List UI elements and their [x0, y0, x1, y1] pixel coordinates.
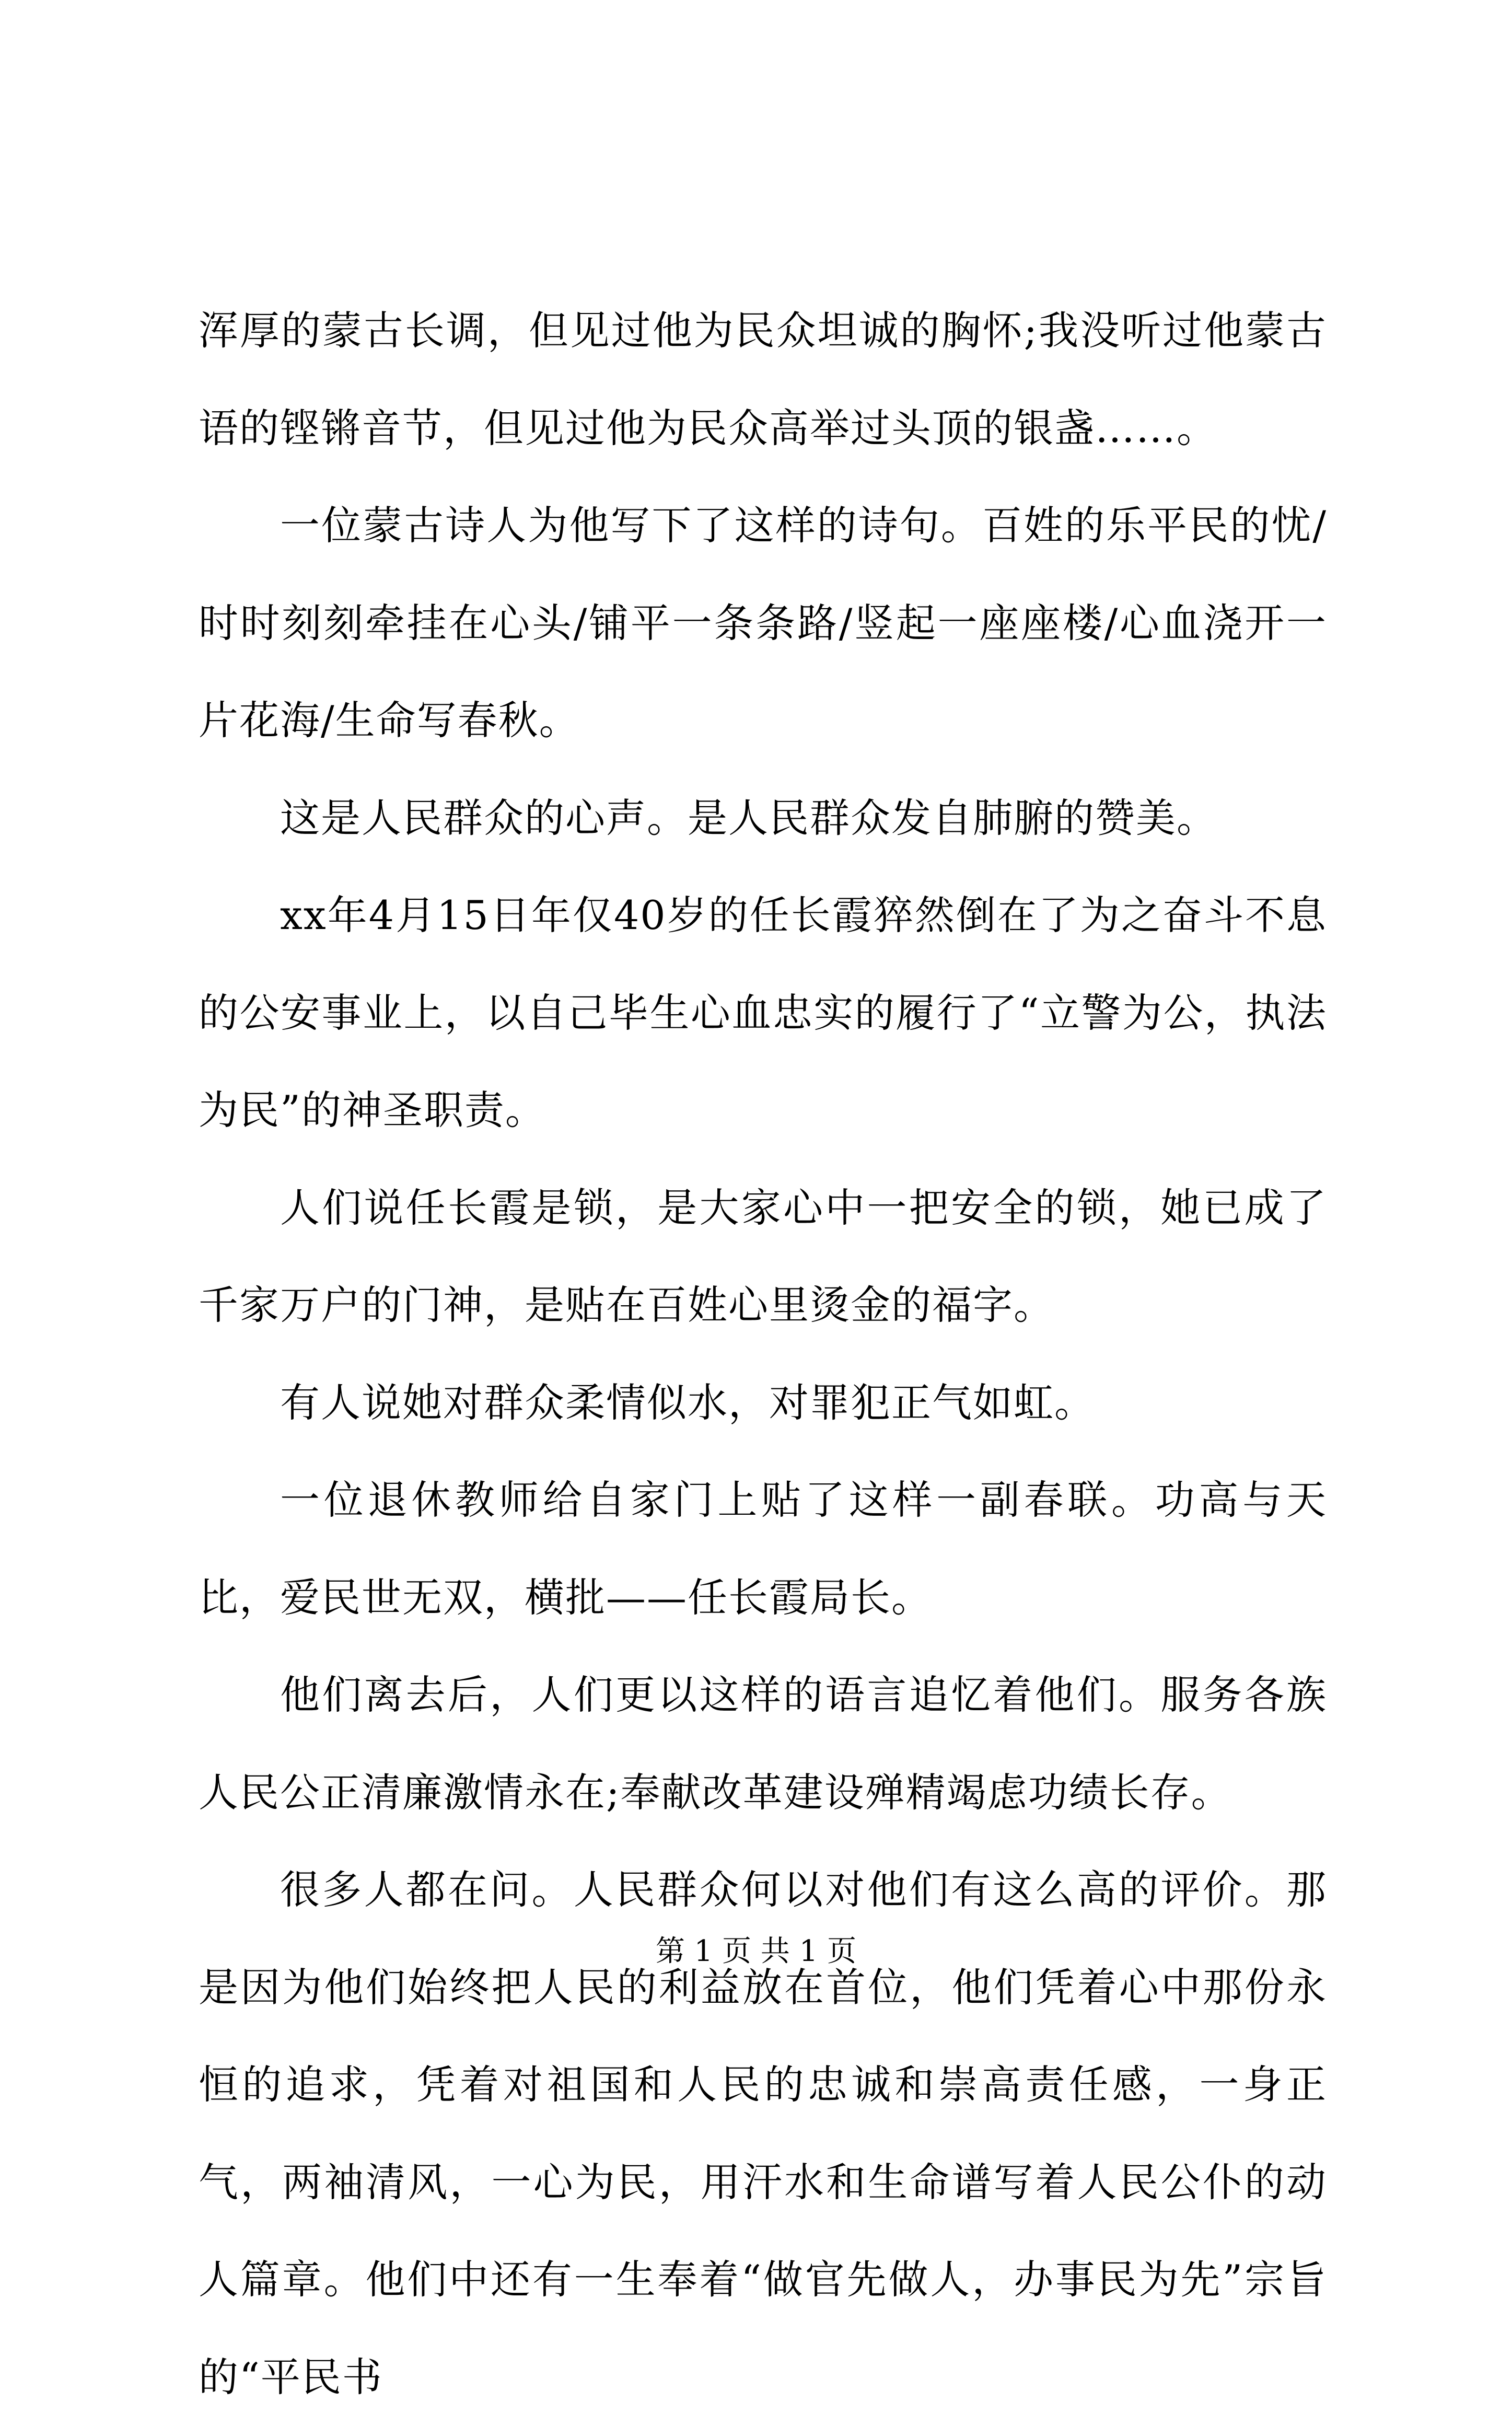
paragraph-couplet: 一位退休教师给自家门上贴了这样一副春联。功高与天比，爱民世无双，横批——任长霞局长。 — [199, 1477, 1327, 1621]
paragraph-remembrance: 他们离去后，人们更以这样的语言追忆着他们。服务各族人民公正清廉激情永在;奉献改革建设殚精竭虑功绩长存。 — [199, 1671, 1327, 1816]
paragraph-lock: 人们说任长霞是锁，是大家心中一把安全的锁，她已成了千家万户的门神，是贴在百姓心里烫金的福字。 — [199, 1184, 1327, 1328]
paragraph-continuation: 浑厚的蒙古长调，但见过他为民众坦诚的胸怀;我没听过他蒙古语的铿锵音节，但见过他为民众高举过头顶的银盏……。 — [199, 307, 1327, 451]
paragraph-voice: 这是人民群众的心声。是人民群众发自肺腑的赞美。 — [280, 794, 1217, 841]
page-footer: 第 1 页 共 1 页 — [655, 1934, 857, 1968]
paragraph-ren-changxia: xx年4月15日年仅40岁的任长霞猝然倒在了为之奋斗不息的公安事业上，以自己毕生心血忠实的履行了“立警为公，执法为民”的神圣职责。 — [199, 892, 1327, 1133]
paragraph-poem: 一位蒙古诗人为他写下了这样的诗句。百姓的乐平民的忧/时时刻刻牵挂在心头/铺平一条条路/竖起一座座楼/心血浇开一片花海/生命写春秋。 — [199, 502, 1327, 744]
paragraph-gentle: 有人说她对群众柔情似水，对罪犯正气如虹。 — [280, 1379, 1095, 1426]
document-body — [199, 282, 1327, 2426]
paragraph-evaluation: 很多人都在问。人民群众何以对他们有这么高的评价。那是因为他们始终把人民的利益放在首位，他们凭着心中那份永恒的追求，凭着对祖国和人民的忠诚和崇高责任感，一身正气，两袖清风，一心为民，用汗水和生命谱写着人民公仆的动人篇章。他们中还有一生奉着“做官先做人，办事民为先”宗旨的“平民书 — [199, 1866, 1327, 2400]
